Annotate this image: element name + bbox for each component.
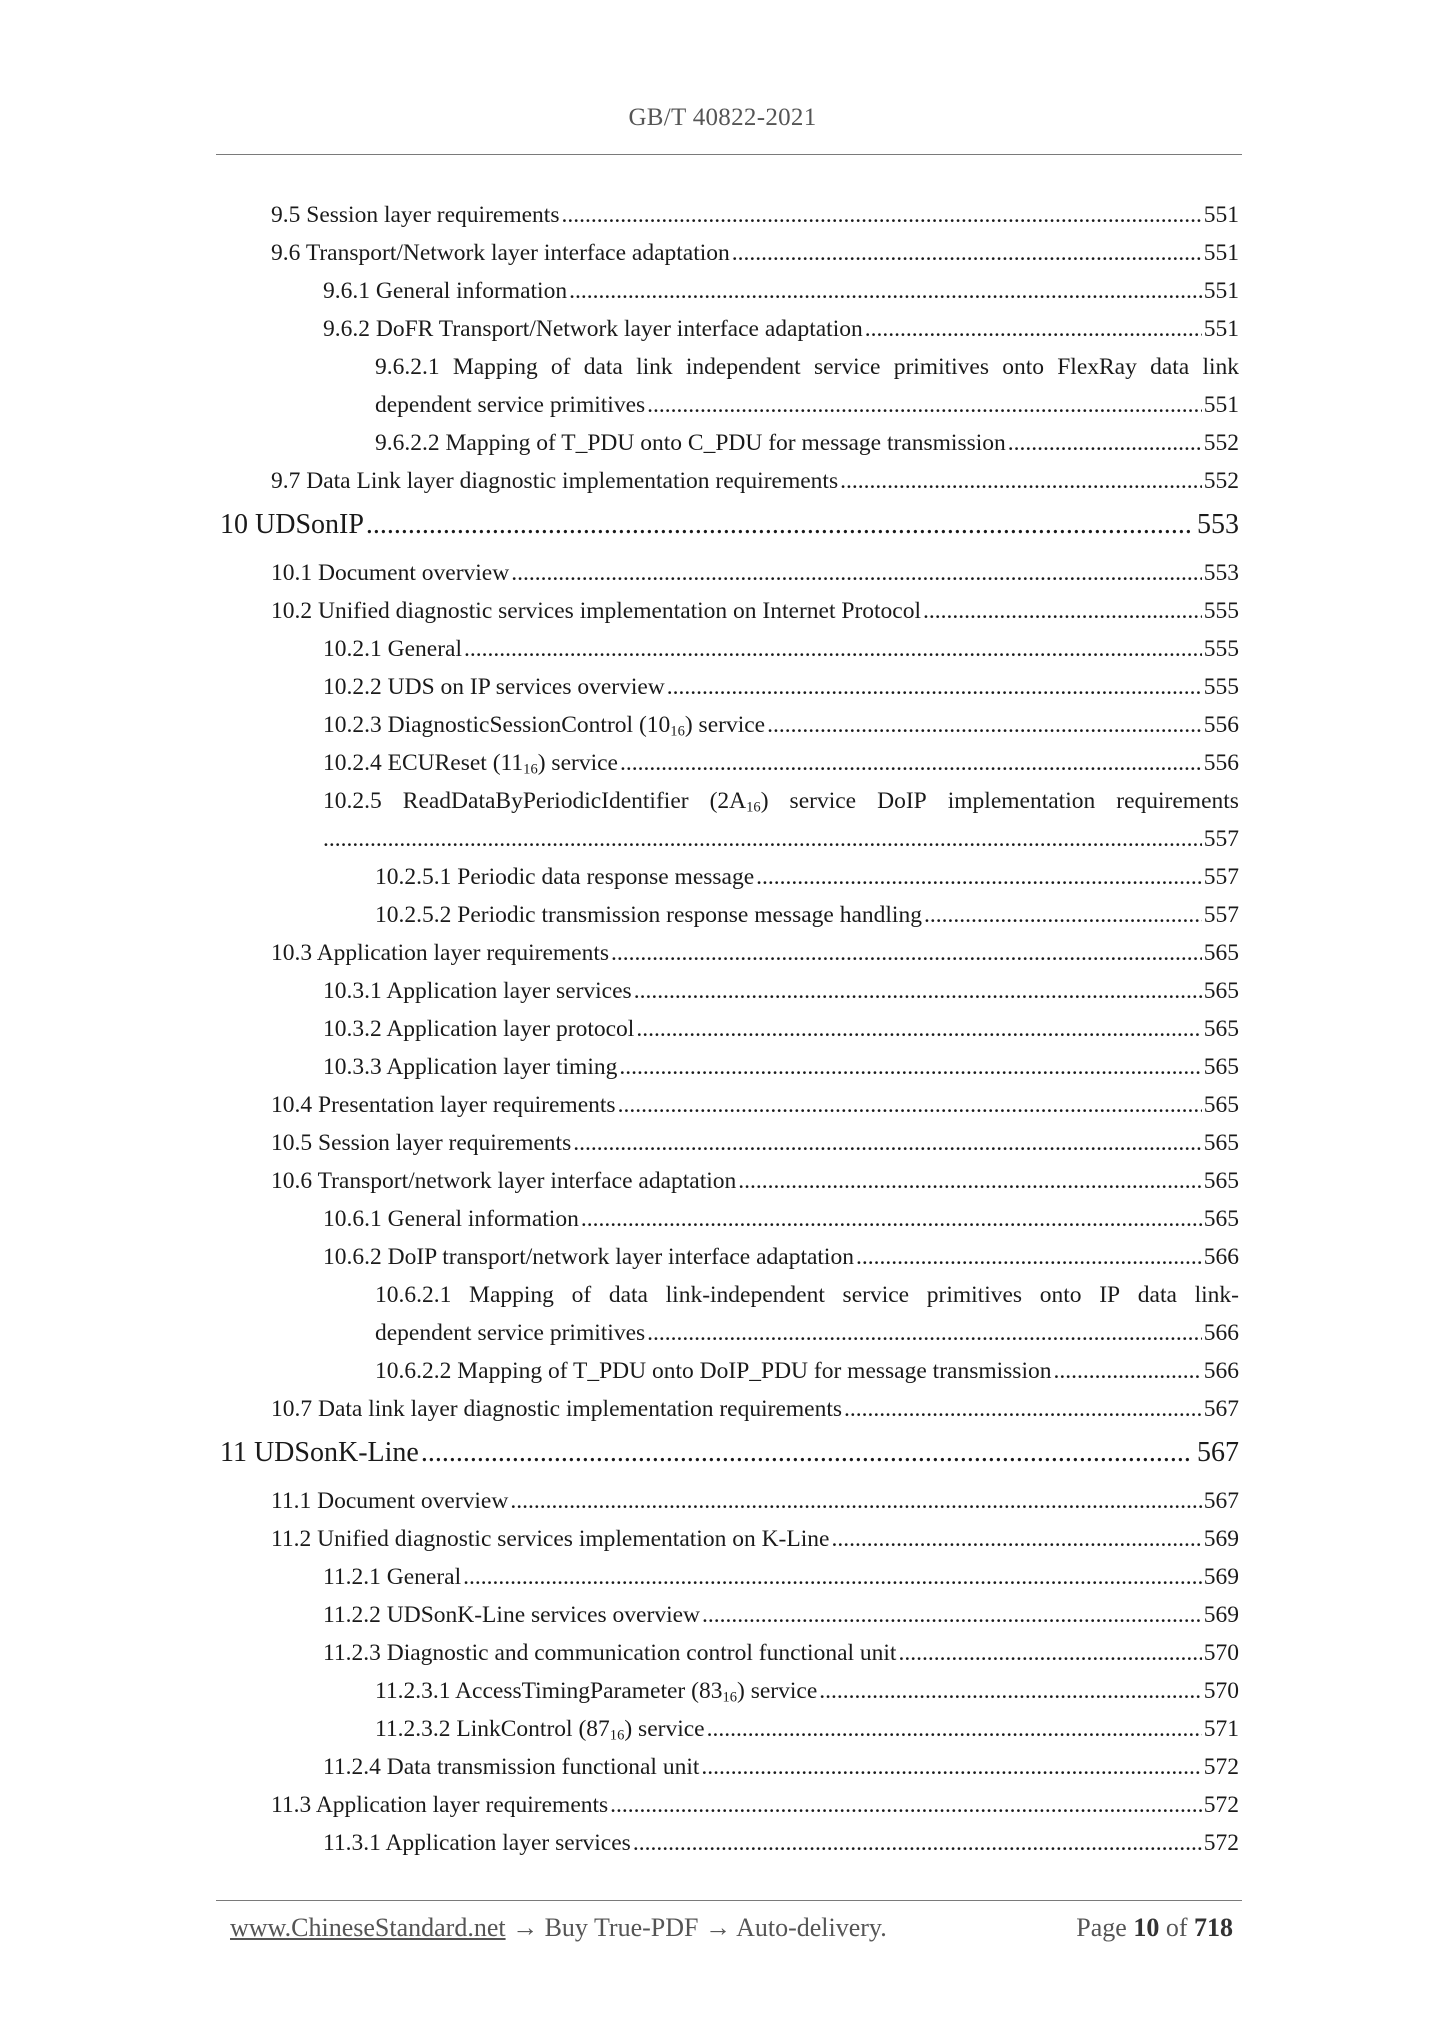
word: ReadDataByPeriodicIdentifier (402, 788, 689, 814)
leader-dots (611, 940, 1202, 967)
toc-entry-title: 10.3.3 Application layer timing (323, 1054, 618, 1080)
leader-dots (856, 1244, 1202, 1271)
toc-entry[interactable] (375, 430, 1239, 460)
toc-entry-page: 565 (1203, 940, 1239, 966)
leader-dots (667, 674, 1202, 701)
toc-entry-title: 10.3 Application layer requirements (271, 940, 610, 966)
toc-entry[interactable] (271, 468, 1239, 498)
toc-chapter-entry[interactable] (220, 1437, 1239, 1471)
word (710, 788, 769, 815)
leader-dots (923, 598, 1202, 625)
current-page: 10 (1133, 1913, 1160, 1942)
toc-entry-page: 551 (1203, 240, 1239, 266)
toc-entry[interactable] (323, 1830, 1239, 1860)
toc-entry[interactable] (271, 940, 1239, 970)
word: of (571, 1282, 592, 1308)
footer-promo (230, 1913, 887, 1943)
toc-entry[interactable] (271, 240, 1239, 270)
toc-entry-title: dependent service primitives (375, 392, 646, 418)
leader-dots (898, 1640, 1201, 1667)
toc-entry[interactable] (271, 1792, 1239, 1822)
toc-entry-title (375, 1678, 819, 1705)
word: service (813, 354, 881, 380)
leader-dots (819, 1678, 1201, 1705)
toc-entry[interactable] (271, 598, 1239, 628)
word: primitives (926, 1282, 1023, 1308)
word: service (789, 788, 857, 814)
toc-entry-page: 567 (1203, 1488, 1239, 1514)
toc-entry-title: 10.7 Data link layer diagnostic implementation requirements (271, 1396, 843, 1422)
toc-entry-title: 10.6 Transport/network layer interface adaptation (271, 1168, 737, 1194)
toc-entry[interactable] (375, 902, 1239, 932)
toc-entry-wrapped-line[interactable] (375, 1282, 1239, 1309)
leader-dots (633, 1830, 1202, 1857)
word: link (636, 354, 673, 380)
toc-entry-page: 556 (1203, 750, 1239, 776)
delivery-text: Auto-delivery. (736, 1913, 887, 1942)
toc-entry[interactable] (323, 1602, 1239, 1632)
toc-entry-title: 11.2 Unified diagnostic services implementation on K-Line (271, 1526, 830, 1552)
toc-entry-title: 9.6.1 General information (323, 278, 568, 304)
toc-entry[interactable] (323, 636, 1239, 666)
toc-entry-title (375, 1716, 707, 1743)
toc-entry[interactable] (323, 750, 1239, 780)
toc-entry-title: 10.2.5.2 Periodic transmission response message handling (375, 902, 922, 928)
toc-entry[interactable] (271, 560, 1239, 590)
subscript: 16 (609, 1727, 625, 1744)
word: data (583, 354, 623, 380)
leader-dots (610, 1792, 1202, 1819)
toc-entry-title: 11.3.1 Application layer services (323, 1830, 631, 1856)
toc-entry-page: 572 (1203, 1754, 1239, 1780)
word: onto (1002, 354, 1044, 380)
total-pages: 718 (1194, 1913, 1233, 1942)
toc-entry[interactable] (271, 1488, 1239, 1518)
toc-entry[interactable] (323, 1206, 1239, 1236)
leader-dots (620, 750, 1202, 777)
word: 10.6.2.1 (375, 1282, 452, 1308)
leader-dots (573, 1130, 1202, 1157)
toc-entry[interactable] (271, 1130, 1239, 1160)
toc-entry-page: 565 (1203, 1130, 1239, 1156)
footer-rule (216, 1900, 1242, 1901)
word: link- (1194, 1282, 1239, 1308)
word: DoIP (877, 788, 927, 814)
leader-dots (421, 1437, 1191, 1469)
toc-entry-title: 10.6.2.2 Mapping of T_PDU onto DoIP_PDU for message transmission (375, 1358, 1052, 1384)
word: requirements (1116, 788, 1239, 814)
leader-dots (732, 240, 1202, 267)
toc-entry-page: 571 (1203, 1716, 1239, 1742)
toc-entry-page: 565 (1203, 1016, 1239, 1042)
leader-dots (767, 712, 1202, 739)
toc-entry[interactable] (323, 316, 1239, 346)
toc-entry-title: 11.2.3 Diagnostic and communication control functional unit (323, 1640, 897, 1666)
word: link (1202, 354, 1239, 380)
leader-dots (561, 202, 1201, 229)
leader-dots (865, 316, 1202, 343)
leader-dots (618, 1092, 1202, 1119)
word: data (608, 1282, 648, 1308)
title-prefix: 10.2.3 DiagnosticSessionControl (10 (323, 712, 671, 738)
toc-entry[interactable] (323, 1640, 1239, 1670)
page-label: Page (1076, 1913, 1127, 1942)
word: service (842, 1282, 910, 1308)
toc-entry[interactable] (323, 1016, 1239, 1046)
title-suffix: ) service (737, 1678, 818, 1704)
toc-entry[interactable] (323, 1754, 1239, 1784)
word: IP (1099, 1282, 1121, 1308)
toc-entry-title: 10.4 Presentation layer requirements (271, 1092, 616, 1118)
title-prefix: 10.2.4 ECUReset (11 (323, 750, 524, 776)
leader-dots (636, 1016, 1201, 1043)
header-rule (216, 154, 1242, 155)
subscript: 16 (722, 1689, 738, 1706)
toc-entry-wrapped-line[interactable] (375, 354, 1239, 381)
toc-entry-title: 11.1 Document overview (271, 1488, 509, 1514)
toc-entry[interactable] (323, 1054, 1239, 1084)
toc-entry[interactable] (375, 392, 1239, 422)
toc-entry-page: 566 (1203, 1358, 1239, 1384)
leader-dots (323, 826, 1202, 853)
toc-entry[interactable] (375, 1678, 1239, 1708)
title-suffix: ) service (684, 712, 766, 738)
toc-entry-page: 553 (1203, 560, 1239, 586)
toc-entry[interactable] (271, 1526, 1239, 1556)
word: FlexRay (1057, 354, 1137, 380)
title-prefix: 11.2.3.2 LinkControl (87 (375, 1716, 610, 1742)
toc-entry-title: 11.2.2 UDSonK-Line services overview (323, 1602, 700, 1628)
toc-entry-page: 569 (1203, 1526, 1239, 1552)
toc-entry-page: 569 (1203, 1564, 1239, 1590)
toc-chapter-page: 553 (1197, 509, 1239, 540)
toc-entry-page: 567 (1203, 1396, 1239, 1422)
toc-chapter-entry[interactable] (220, 509, 1239, 543)
buy-text: Buy True-PDF (544, 1913, 699, 1942)
toc-entry-page: 572 (1203, 1792, 1239, 1818)
leader-dots (924, 902, 1202, 929)
toc-entry-page: 556 (1203, 712, 1239, 738)
toc-entry[interactable] (271, 1168, 1239, 1198)
leader-dots (647, 1320, 1202, 1347)
toc-entry-title: 10.2 Unified diagnostic services implementation on Internet Protocol (271, 598, 922, 624)
toc-entry[interactable] (375, 1320, 1239, 1350)
toc-entry-page: 566 (1203, 1320, 1239, 1346)
subscript: 16 (523, 761, 538, 778)
toc-chapter-title: 10 UDSonIP (220, 509, 364, 540)
page-header: GB/T 40822-2021 (628, 104, 817, 131)
toc-entry-title: 11.2.1 General (323, 1564, 462, 1590)
toc-entry-page: 551 (1203, 316, 1239, 342)
subscript: 16 (746, 799, 761, 816)
leader-dots (756, 864, 1202, 891)
toc-entry-title (323, 712, 767, 739)
word-prefix: (2A (709, 788, 747, 814)
word: data (1150, 354, 1190, 380)
word: data (1137, 1282, 1177, 1308)
site-link[interactable]: www.ChineseStandard.net (230, 1913, 506, 1942)
toc-entry-page: 557 (1203, 902, 1239, 928)
toc-entry-page: 570 (1203, 1678, 1239, 1704)
title-prefix: 11.2.3.1 AccessTimingParameter (83 (375, 1678, 723, 1704)
leader-dots (701, 1754, 1201, 1781)
toc-entry-page: 557 (1203, 826, 1239, 852)
toc-entry-page: 551 (1203, 202, 1239, 228)
leader-dots (510, 1488, 1201, 1515)
toc-chapter-title: 11 UDSonK-Line (220, 1437, 419, 1468)
leader-dots (581, 1206, 1202, 1233)
title-suffix: ) service (624, 1716, 705, 1742)
toc-entry-page: 552 (1203, 430, 1239, 456)
toc-entry[interactable] (375, 864, 1239, 894)
toc-entry-page: 566 (1203, 1244, 1239, 1270)
leader-dots (707, 1716, 1202, 1743)
toc-entry[interactable] (323, 1564, 1239, 1594)
title-suffix: ) service (537, 750, 618, 776)
leader-dots (738, 1168, 1201, 1195)
toc-entry-title: 10.2.2 UDS on IP services overview (323, 674, 665, 700)
toc-entry-page: 555 (1203, 636, 1239, 662)
toc-entry-title: 9.6.2 DoFR Transport/Network layer interface adaptation (323, 316, 863, 342)
leader-dots (831, 1526, 1201, 1553)
leader-dots (1053, 1358, 1201, 1385)
leader-dots (840, 468, 1202, 495)
word: independent (685, 354, 801, 380)
leader-dots (511, 560, 1202, 587)
toc-entry-page: 565 (1203, 978, 1239, 1004)
word: Mapping (469, 1282, 554, 1308)
toc-entry-page: 565 (1203, 1206, 1239, 1232)
toc-entry-page: 555 (1203, 598, 1239, 624)
toc-entry-page: 551 (1203, 392, 1239, 418)
toc-entry-title: dependent service primitives (375, 1320, 646, 1346)
toc-entry[interactable] (375, 1716, 1239, 1746)
leader-dots (463, 1564, 1202, 1591)
word: 9.6.2.1 (375, 354, 440, 380)
toc-entry[interactable] (375, 1358, 1239, 1388)
toc-entry[interactable] (271, 1396, 1239, 1426)
toc-entry-title: 10.2.1 General (323, 636, 462, 662)
toc-entry[interactable] (323, 712, 1239, 742)
toc-entry-page: 569 (1203, 1602, 1239, 1628)
leader-dots (844, 1396, 1202, 1423)
toc-entry-title: 10.3.1 Application layer services (323, 978, 632, 1004)
arrow-right-icon: → (512, 1913, 539, 1942)
toc-entry-page: 565 (1203, 1168, 1239, 1194)
toc-entry-title: 9.6 Transport/Network layer interface adaptation (271, 240, 730, 266)
toc-entry-title: 10.1 Document overview (271, 560, 510, 586)
toc-entry[interactable] (323, 1244, 1239, 1274)
toc-entry-title: 10.5 Session layer requirements (271, 1130, 572, 1156)
toc-entry-title: 11.2.4 Data transmission functional unit (323, 1754, 700, 1780)
leader-dots (464, 636, 1202, 663)
toc-entry-page: 557 (1203, 864, 1239, 890)
toc-entry-title: 10.2.5.1 Periodic data response message (375, 864, 755, 890)
word: of (550, 354, 571, 380)
leader-dots (366, 509, 1191, 541)
toc-chapter-page: 567 (1197, 1437, 1239, 1468)
word: 10.2.5 (323, 788, 382, 814)
leader-dots (647, 392, 1202, 419)
leader-dots (634, 978, 1202, 1005)
word: implementation (947, 788, 1096, 814)
toc-entry[interactable] (271, 202, 1239, 232)
page-number (1076, 1913, 1233, 1943)
toc-entry-title: 11.3 Application layer requirements (271, 1792, 609, 1818)
leader-dots (1008, 430, 1202, 457)
toc-entry-title: 9.7 Data Link layer diagnostic implementation requirements (271, 468, 839, 494)
of-label: of (1165, 1913, 1188, 1942)
toc-entry-page: 555 (1203, 674, 1239, 700)
toc-entry-title: 10.3.2 Application layer protocol (323, 1016, 635, 1042)
toc-entry-title: 9.6.2.2 Mapping of T_PDU onto C_PDU for message transmission (375, 430, 1006, 456)
leader-dots (702, 1602, 1202, 1629)
toc-entry[interactable] (323, 278, 1239, 308)
toc-entry-title (323, 750, 620, 777)
toc-entry[interactable] (323, 826, 1239, 856)
word: link-independent (665, 1282, 825, 1308)
toc-entry[interactable] (323, 978, 1239, 1008)
word-suffix: ) (760, 788, 769, 814)
toc-entry-page: 565 (1203, 1054, 1239, 1080)
toc-entry-wrapped-line[interactable] (323, 788, 1239, 815)
leader-dots (569, 278, 1202, 305)
subscript: 16 (670, 723, 685, 740)
word: primitives (893, 354, 989, 380)
word: onto (1039, 1282, 1082, 1308)
toc-entry-title: 10.6.1 General information (323, 1206, 579, 1232)
toc-entry-page: 570 (1203, 1640, 1239, 1666)
toc-entry[interactable] (271, 1092, 1239, 1122)
arrow-right-icon: → (705, 1913, 731, 1942)
toc-entry-page: 565 (1203, 1092, 1239, 1118)
toc-entry-title: 9.5 Session layer requirements (271, 202, 560, 228)
word: Mapping (452, 354, 538, 380)
toc-entry-title: 10.6.2 DoIP transport/network layer interface adaptation (323, 1244, 854, 1270)
toc-entry[interactable] (323, 674, 1239, 704)
toc-entry-page: 551 (1203, 278, 1239, 304)
toc-entry-page: 552 (1203, 468, 1239, 494)
leader-dots (619, 1054, 1201, 1081)
toc-entry-page: 572 (1203, 1830, 1239, 1856)
